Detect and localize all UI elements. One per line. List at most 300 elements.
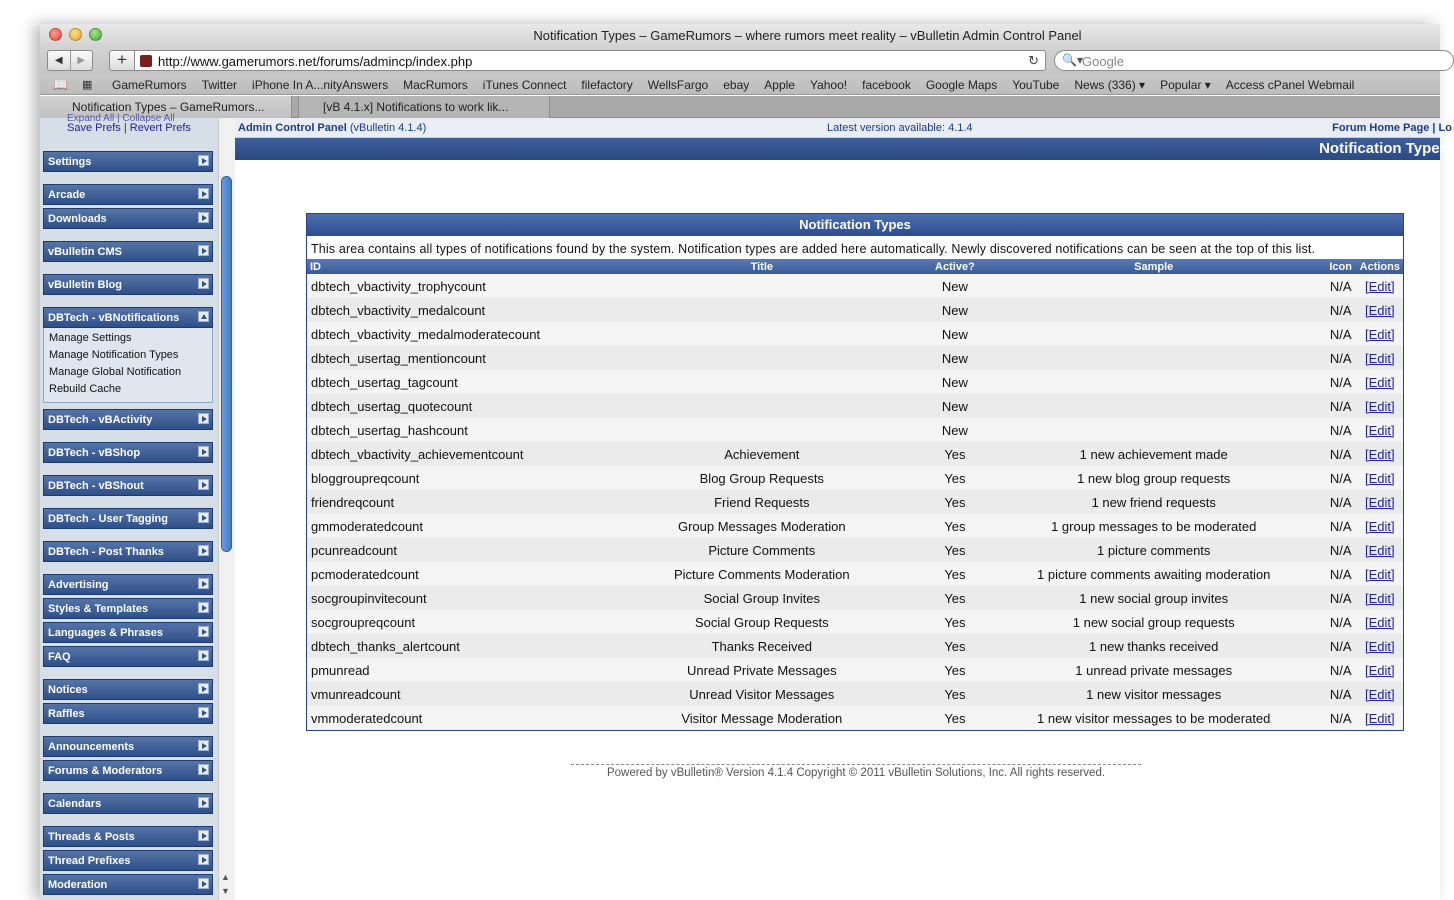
notification-title: Social Group Requests	[694, 614, 829, 630]
edit-link[interactable]: [Edit]	[1365, 662, 1395, 678]
notification-icon-value: N/A	[1329, 662, 1352, 678]
nav-group-header[interactable]	[43, 874, 213, 895]
bookmark-item[interactable]: Apple	[764, 78, 795, 92]
notification-sample-cell	[983, 658, 1325, 682]
notification-active-cell	[927, 442, 983, 466]
back-button[interactable]	[48, 51, 70, 70]
plus-icon: +	[117, 50, 127, 69]
table-row	[307, 394, 1403, 418]
notification-icon-value: N/A	[1329, 422, 1352, 438]
bookmark-item[interactable]: MacRumors	[403, 78, 468, 92]
notification-icon-value-cell	[1325, 394, 1357, 418]
edit-link-cell	[1357, 346, 1403, 370]
expand-arrow-icon[interactable]	[198, 479, 209, 490]
expand-arrow-icon[interactable]	[198, 707, 209, 718]
edit-link-cell	[1357, 418, 1403, 442]
nav-link[interactable]: Manage Notification Types	[49, 349, 179, 361]
notification-icon-value: N/A	[1329, 566, 1352, 582]
notification-sample: 1 new social group requests	[1072, 614, 1235, 630]
expand-arrow-icon[interactable]	[198, 740, 209, 751]
expand-arrow-icon[interactable]	[198, 854, 209, 865]
notification-id: dbtech_vbactivity_medalcount	[311, 302, 486, 318]
edit-link[interactable]: [Edit]	[1365, 374, 1395, 390]
notification-sample-cell	[983, 322, 1325, 346]
nav-group	[43, 274, 213, 295]
notification-title-cell	[596, 634, 927, 658]
notification-sample-cell	[983, 490, 1325, 514]
page-title: Notification Types	[1319, 140, 1448, 157]
edit-link[interactable]: [Edit]	[1365, 638, 1395, 654]
notification-icon-value: N/A	[1329, 518, 1352, 534]
nav-group-label: Languages & Phrases	[48, 627, 163, 639]
nav-group-header[interactable]	[43, 151, 213, 172]
notification-icon-value: N/A	[1329, 302, 1352, 318]
nav-group-label: Calendars	[48, 798, 102, 810]
nav-group-header[interactable]	[43, 850, 213, 871]
bookmarks-bar	[40, 75, 1440, 95]
notification-icon-value-cell	[1325, 706, 1357, 730]
notification-active-cell	[927, 274, 983, 298]
edit-link-cell	[1357, 538, 1403, 562]
acp-label: Admin Control Panel	[238, 122, 347, 134]
table-row	[307, 658, 1403, 682]
edit-link[interactable]: [Edit]	[1365, 710, 1395, 726]
notification-id: dbtech_vbactivity_medalmoderatecount	[311, 326, 541, 342]
edit-link-cell	[1357, 514, 1403, 538]
notification-id-cell	[307, 514, 596, 538]
scroll-up-icon[interactable]: ▲	[221, 872, 230, 882]
notification-active-cell	[927, 322, 983, 346]
expand-collapse-links[interactable]: Expand All | Collapse All	[67, 113, 175, 124]
notification-icon-value: N/A	[1329, 686, 1352, 702]
edit-link[interactable]: [Edit]	[1365, 566, 1395, 582]
notification-active: Yes	[944, 710, 966, 726]
notification-id-cell	[307, 538, 596, 562]
bookmark-item[interactable]: Google Maps	[925, 78, 998, 92]
notification-icon-value: N/A	[1329, 326, 1352, 342]
edit-link[interactable]: [Edit]	[1365, 518, 1395, 534]
notification-id-cell	[307, 394, 596, 418]
forward-arrow-icon: ▶	[77, 55, 86, 66]
notification-title-cell	[596, 586, 927, 610]
notification-icon-value: N/A	[1329, 446, 1352, 462]
expand-arrow-icon[interactable]	[198, 764, 209, 775]
nav-group-label: Styles & Templates	[48, 603, 149, 615]
edit-link-cell	[1357, 442, 1403, 466]
edit-link[interactable]: [Edit]	[1365, 470, 1395, 486]
notification-title-cell	[596, 538, 927, 562]
bookmark-item[interactable]: Yahoo!	[809, 78, 848, 92]
sidebar-prefs	[67, 113, 191, 134]
notification-title: Unread Private Messages	[687, 662, 837, 678]
bookmark-item[interactable]: GameRumors	[112, 78, 187, 92]
notification-sample-cell	[983, 370, 1325, 394]
nav-group-header[interactable]	[43, 409, 213, 430]
nav-group-header[interactable]	[43, 793, 213, 814]
notification-sample: 1 new blog group requests	[1077, 470, 1231, 486]
bookmarks-book-icon[interactable]: 📖	[53, 78, 68, 92]
notification-id: gmmoderatedcount	[311, 518, 424, 534]
notification-active: Yes	[944, 494, 966, 510]
nav-group-label: Thread Prefixes	[48, 855, 131, 867]
expand-arrow-icon[interactable]	[198, 878, 209, 889]
expand-arrow-icon[interactable]	[198, 512, 209, 523]
notification-active: New	[941, 374, 968, 390]
page-header-bar	[235, 138, 1448, 160]
nav-group-header[interactable]	[43, 184, 213, 205]
notification-icon-value-cell	[1325, 274, 1357, 298]
notification-active: New	[941, 278, 968, 294]
nav-group-header[interactable]	[43, 574, 213, 595]
nav-group-label: Arcade	[48, 189, 86, 201]
copyright-footer: Powered by vBulletin® Version 4.1.4 Copyright © 2011 vBulletin Solutions, Inc. All rights reserved.	[571, 764, 1141, 779]
notification-title-cell	[596, 514, 927, 538]
edit-link-cell	[1357, 490, 1403, 514]
nav-group-header[interactable]	[43, 826, 213, 847]
notification-id: pcunreadcount	[311, 542, 398, 558]
nav-group	[43, 736, 213, 757]
browser-window	[40, 24, 1452, 900]
nav-link[interactable]: Manage Settings	[49, 332, 132, 344]
save-prefs-link[interactable]: Save Prefs	[67, 122, 121, 134]
bookmark-item[interactable]: iTunes Connect	[482, 78, 567, 92]
notification-active: Yes	[944, 566, 966, 582]
edit-link[interactable]: [Edit]	[1365, 350, 1395, 366]
notification-id-cell	[307, 490, 596, 514]
notification-id: pcmoderatedcount	[311, 566, 419, 582]
notification-id: socgroupinvitecount	[311, 590, 427, 606]
expand-arrow-icon[interactable]	[198, 602, 209, 613]
edit-link-cell	[1357, 394, 1403, 418]
col-header-id: ID	[307, 259, 596, 274]
nav-group-header[interactable]	[43, 541, 213, 562]
latest-version[interactable]: Latest version available: 4.1.4	[827, 122, 973, 134]
expand-arrow-icon[interactable]	[198, 650, 209, 661]
notification-title: Achievement	[724, 446, 800, 462]
notification-icon-value-cell	[1325, 298, 1357, 322]
table-row	[307, 346, 1403, 370]
notification-title-cell	[596, 682, 927, 706]
notification-id-cell	[307, 562, 596, 586]
notification-sample-cell	[983, 298, 1325, 322]
nav-group-label: DBTech - User Tagging	[48, 513, 168, 525]
edit-link[interactable]: [Edit]	[1365, 590, 1395, 606]
expand-arrow-icon[interactable]	[198, 413, 209, 424]
toplink-separator: |	[1432, 122, 1436, 134]
notification-id-cell	[307, 274, 596, 298]
window-title: Notification Types – GameRumors – where rumors meet reality – vBulletin Admin Control Panel	[533, 28, 1082, 43]
address-bar[interactable]	[134, 50, 1046, 71]
edit-link[interactable]: [Edit]	[1365, 446, 1395, 462]
edit-link-cell	[1357, 658, 1403, 682]
nav-link[interactable]: Manage Global Notification	[49, 366, 182, 378]
notification-icon-value-cell	[1325, 538, 1357, 562]
nav-group-label: vBulletin CMS	[48, 246, 122, 258]
expand-arrow-icon[interactable]	[198, 545, 209, 556]
notification-id-cell	[307, 298, 596, 322]
notification-title-cell	[596, 274, 927, 298]
edit-link-cell	[1357, 586, 1403, 610]
nav-group-header[interactable]	[43, 307, 213, 328]
bookmark-item[interactable]: Access cPanel Webmail	[1225, 78, 1355, 92]
notification-id: bloggroupreqcount	[311, 470, 420, 486]
notification-sample: 1 new social group invites	[1079, 590, 1229, 606]
bookmark-item[interactable]: Popular ▾	[1160, 78, 1211, 92]
nav-group-header[interactable]	[43, 241, 213, 262]
col-header-title: Title	[596, 259, 927, 274]
site-favicon-icon	[140, 55, 152, 67]
bookmark-item[interactable]: ebay	[723, 78, 750, 92]
notification-sample: 1 new achievement made	[1079, 446, 1228, 462]
notification-active: Yes	[944, 446, 966, 462]
notification-icon-value: N/A	[1329, 638, 1352, 654]
bookmark-item[interactable]: facebook	[862, 78, 911, 92]
nav-group	[43, 826, 213, 847]
notification-title-cell	[596, 466, 927, 490]
nav-group-header[interactable]	[43, 475, 213, 496]
nav-group-label: FAQ	[48, 651, 71, 663]
edit-link[interactable]: [Edit]	[1365, 326, 1395, 342]
nav-group-header[interactable]	[43, 646, 213, 667]
tab-notification-types[interactable]: Notification Types – GameRumors...	[40, 96, 292, 118]
nav-group	[43, 574, 213, 595]
expand-arrow-icon[interactable]	[198, 155, 209, 166]
nav-group	[43, 760, 213, 781]
bookmark-items	[112, 78, 1354, 92]
notification-title: Social Group Invites	[703, 590, 820, 606]
notification-id: dbtech_thanks_alertcount	[311, 638, 460, 654]
notification-id-cell	[307, 322, 596, 346]
notification-sample-cell	[983, 706, 1325, 730]
collapse-arrow-icon[interactable]	[198, 311, 209, 322]
logout-link[interactable]: Lo	[1438, 122, 1452, 134]
notification-sample-cell	[983, 586, 1325, 610]
bookmark-item[interactable]: Twitter	[201, 78, 238, 92]
nav-group-label: Raffles	[48, 708, 85, 720]
notification-sample-cell	[983, 346, 1325, 370]
expand-arrow-icon[interactable]	[198, 683, 209, 694]
edit-link[interactable]: [Edit]	[1365, 614, 1395, 630]
forum-home-link[interactable]: Forum Home Page	[1332, 122, 1430, 134]
tab-bar	[40, 96, 1440, 118]
notification-id-cell	[307, 682, 596, 706]
nav-link[interactable]: Rebuild Cache	[49, 383, 122, 395]
acp-version: (vBulletin 4.1.4)	[349, 122, 427, 134]
notification-active-cell	[927, 634, 983, 658]
notification-id-cell	[307, 370, 596, 394]
notification-sample-cell	[983, 514, 1325, 538]
notification-active-cell	[927, 466, 983, 490]
notification-icon-value-cell	[1325, 682, 1357, 706]
nav-group-header[interactable]	[43, 622, 213, 643]
nav-group-label: Downloads	[48, 213, 107, 225]
acp-title	[238, 122, 426, 134]
edit-link-cell	[1357, 370, 1403, 394]
nav-group-label: Moderation	[48, 879, 108, 891]
nav-group-label: Advertising	[48, 579, 109, 591]
notification-title-cell	[596, 658, 927, 682]
edit-link[interactable]: [Edit]	[1365, 542, 1395, 558]
tab-vb-notifications[interactable]: [vB 4.1.x] Notifications to work lik...	[298, 96, 550, 118]
notification-id: vmunreadcount	[311, 686, 401, 702]
table-header-row	[307, 259, 1403, 274]
bookmark-item[interactable]: WellsFargo	[647, 78, 709, 92]
admin-sidebar	[40, 113, 218, 900]
notification-icon-value: N/A	[1329, 374, 1352, 390]
nav-group-label: DBTech - vBActivity	[48, 414, 153, 426]
nav-group-header[interactable]	[43, 703, 213, 724]
edit-link-cell	[1357, 706, 1403, 730]
notification-id-cell	[307, 634, 596, 658]
expand-arrow-icon[interactable]	[198, 797, 209, 808]
nav-group-header[interactable]	[43, 274, 213, 295]
edit-link[interactable]: [Edit]	[1365, 686, 1395, 702]
table-body	[307, 274, 1403, 730]
notification-id-cell	[307, 586, 596, 610]
notification-active: Yes	[944, 686, 966, 702]
notification-title-cell	[596, 490, 927, 514]
notification-icon-value-cell	[1325, 562, 1357, 586]
nav-group	[43, 184, 213, 205]
revert-prefs-link[interactable]: Revert Prefs	[129, 122, 191, 134]
main-frame	[235, 118, 1452, 900]
table-row	[307, 418, 1403, 442]
notification-sample-cell	[983, 682, 1325, 706]
nav-group-label: Settings	[48, 156, 92, 168]
nav-group-header[interactable]	[43, 736, 213, 757]
notification-active-cell	[927, 658, 983, 682]
notification-sample-cell	[983, 610, 1325, 634]
table-row	[307, 514, 1403, 538]
expand-arrow-icon[interactable]	[198, 626, 209, 637]
nav-group	[43, 598, 213, 619]
notification-icon-value: N/A	[1329, 542, 1352, 558]
nav-buttons	[47, 50, 93, 71]
reload-icon[interactable]: ↻	[1028, 53, 1039, 68]
top-sites-grid-icon[interactable]: ▦	[82, 79, 93, 91]
nav-group-label: DBTech - vBNotifications	[48, 312, 180, 324]
notification-sample-cell	[983, 418, 1325, 442]
nav-group-label: DBTech - vBShop	[48, 447, 141, 459]
nav-group-header[interactable]	[43, 208, 213, 229]
edit-link[interactable]: [Edit]	[1365, 278, 1395, 294]
bookmark-item[interactable]: filefactory	[581, 78, 633, 92]
edit-link[interactable]: [Edit]	[1365, 494, 1395, 510]
notification-icon-value-cell	[1325, 658, 1357, 682]
top-links	[1332, 122, 1452, 134]
notification-icon-value-cell	[1325, 466, 1357, 490]
nav-group-header[interactable]	[43, 442, 213, 463]
notification-title-cell	[596, 298, 927, 322]
panel-description: This area contains all types of notifications found by the system. Notification types are added here automatically. Newly discovered notifications can be seen at the top of this list.	[307, 236, 1403, 259]
notification-title: Picture Comments	[708, 542, 816, 558]
notification-icon-value-cell	[1325, 514, 1357, 538]
bookmark-item[interactable]: iPhone In A...nityAnswers	[252, 78, 389, 92]
notification-sample-cell	[983, 466, 1325, 490]
notification-title-cell	[596, 442, 927, 466]
nav-group	[43, 874, 213, 895]
notification-id: dbtech_usertag_hashcount	[311, 422, 468, 438]
expand-arrow-icon[interactable]	[198, 446, 209, 457]
bookmark-item[interactable]: News (336) ▾	[1074, 78, 1146, 92]
add-bookmark-button[interactable]	[109, 50, 135, 71]
notification-active-cell	[927, 490, 983, 514]
notification-icon-value-cell	[1325, 370, 1357, 394]
expand-arrow-icon[interactable]	[198, 578, 209, 589]
nav-group-label: vBulletin Blog	[48, 279, 122, 291]
edit-link[interactable]: [Edit]	[1365, 302, 1395, 318]
notification-id: dbtech_usertag_tagcount	[311, 374, 458, 390]
notification-active: New	[941, 350, 968, 366]
expand-arrow-icon[interactable]	[198, 212, 209, 223]
notification-icon-value: N/A	[1329, 710, 1352, 726]
notification-icon-value-cell	[1325, 490, 1357, 514]
notification-active: Yes	[944, 614, 966, 630]
table-row	[307, 610, 1403, 634]
notification-icon-value: N/A	[1329, 350, 1352, 366]
table-row	[307, 634, 1403, 658]
notification-sample: 1 new thanks received	[1089, 638, 1219, 654]
bookmark-item[interactable]: YouTube	[1012, 78, 1060, 92]
notification-types-panel	[306, 213, 1404, 731]
nav-group	[43, 508, 213, 529]
nav-group-header[interactable]	[43, 679, 213, 700]
edit-link[interactable]: [Edit]	[1365, 422, 1395, 438]
notification-icon-value-cell	[1325, 634, 1357, 658]
notification-active: Yes	[944, 518, 966, 534]
notification-active-cell	[927, 514, 983, 538]
search-placeholder[interactable]: Google	[1082, 54, 1124, 69]
nav-group	[43, 442, 213, 463]
notification-icon-value-cell	[1325, 610, 1357, 634]
notification-id-cell	[307, 610, 596, 634]
table-row	[307, 274, 1403, 298]
notification-active-cell	[927, 370, 983, 394]
notification-active: New	[941, 422, 968, 438]
notification-id-cell	[307, 442, 596, 466]
notification-sample: 1 new visitor messages	[1086, 686, 1222, 702]
edit-link-cell	[1357, 610, 1403, 634]
nav-group-header[interactable]	[43, 598, 213, 619]
forward-button[interactable]	[70, 51, 93, 70]
edit-link-cell	[1357, 274, 1403, 298]
nav-group	[43, 208, 213, 229]
notification-title: Group Messages Moderation	[677, 518, 846, 534]
scroll-down-icon[interactable]: ▼	[221, 886, 230, 896]
notification-sample: 1 group messages to be moderated	[1051, 518, 1257, 534]
notification-title-cell	[596, 610, 927, 634]
expand-arrow-icon[interactable]	[198, 278, 209, 289]
search-field[interactable]	[1054, 50, 1454, 71]
sidebar-scroll-thumb[interactable]	[221, 176, 232, 552]
notification-icon-value-cell	[1325, 442, 1357, 466]
nav-group-header[interactable]	[43, 508, 213, 529]
edit-link[interactable]: [Edit]	[1365, 398, 1395, 414]
expand-arrow-icon[interactable]	[198, 830, 209, 841]
url-text[interactable]: http://www.gamerumors.net/forums/admincp/index.php	[158, 54, 473, 69]
expand-arrow-icon[interactable]	[198, 245, 209, 256]
nav-group-header[interactable]	[43, 760, 213, 781]
notification-active: Yes	[944, 542, 966, 558]
notification-id-cell	[307, 466, 596, 490]
nav-group-label: Announcements	[48, 741, 135, 753]
notification-sample: 1 picture comments awaiting moderation	[1037, 566, 1271, 582]
nav-group	[43, 703, 213, 724]
notification-id-cell	[307, 418, 596, 442]
notification-id: friendreqcount	[311, 494, 395, 510]
expand-arrow-icon[interactable]	[198, 188, 209, 199]
notification-title-cell	[596, 346, 927, 370]
